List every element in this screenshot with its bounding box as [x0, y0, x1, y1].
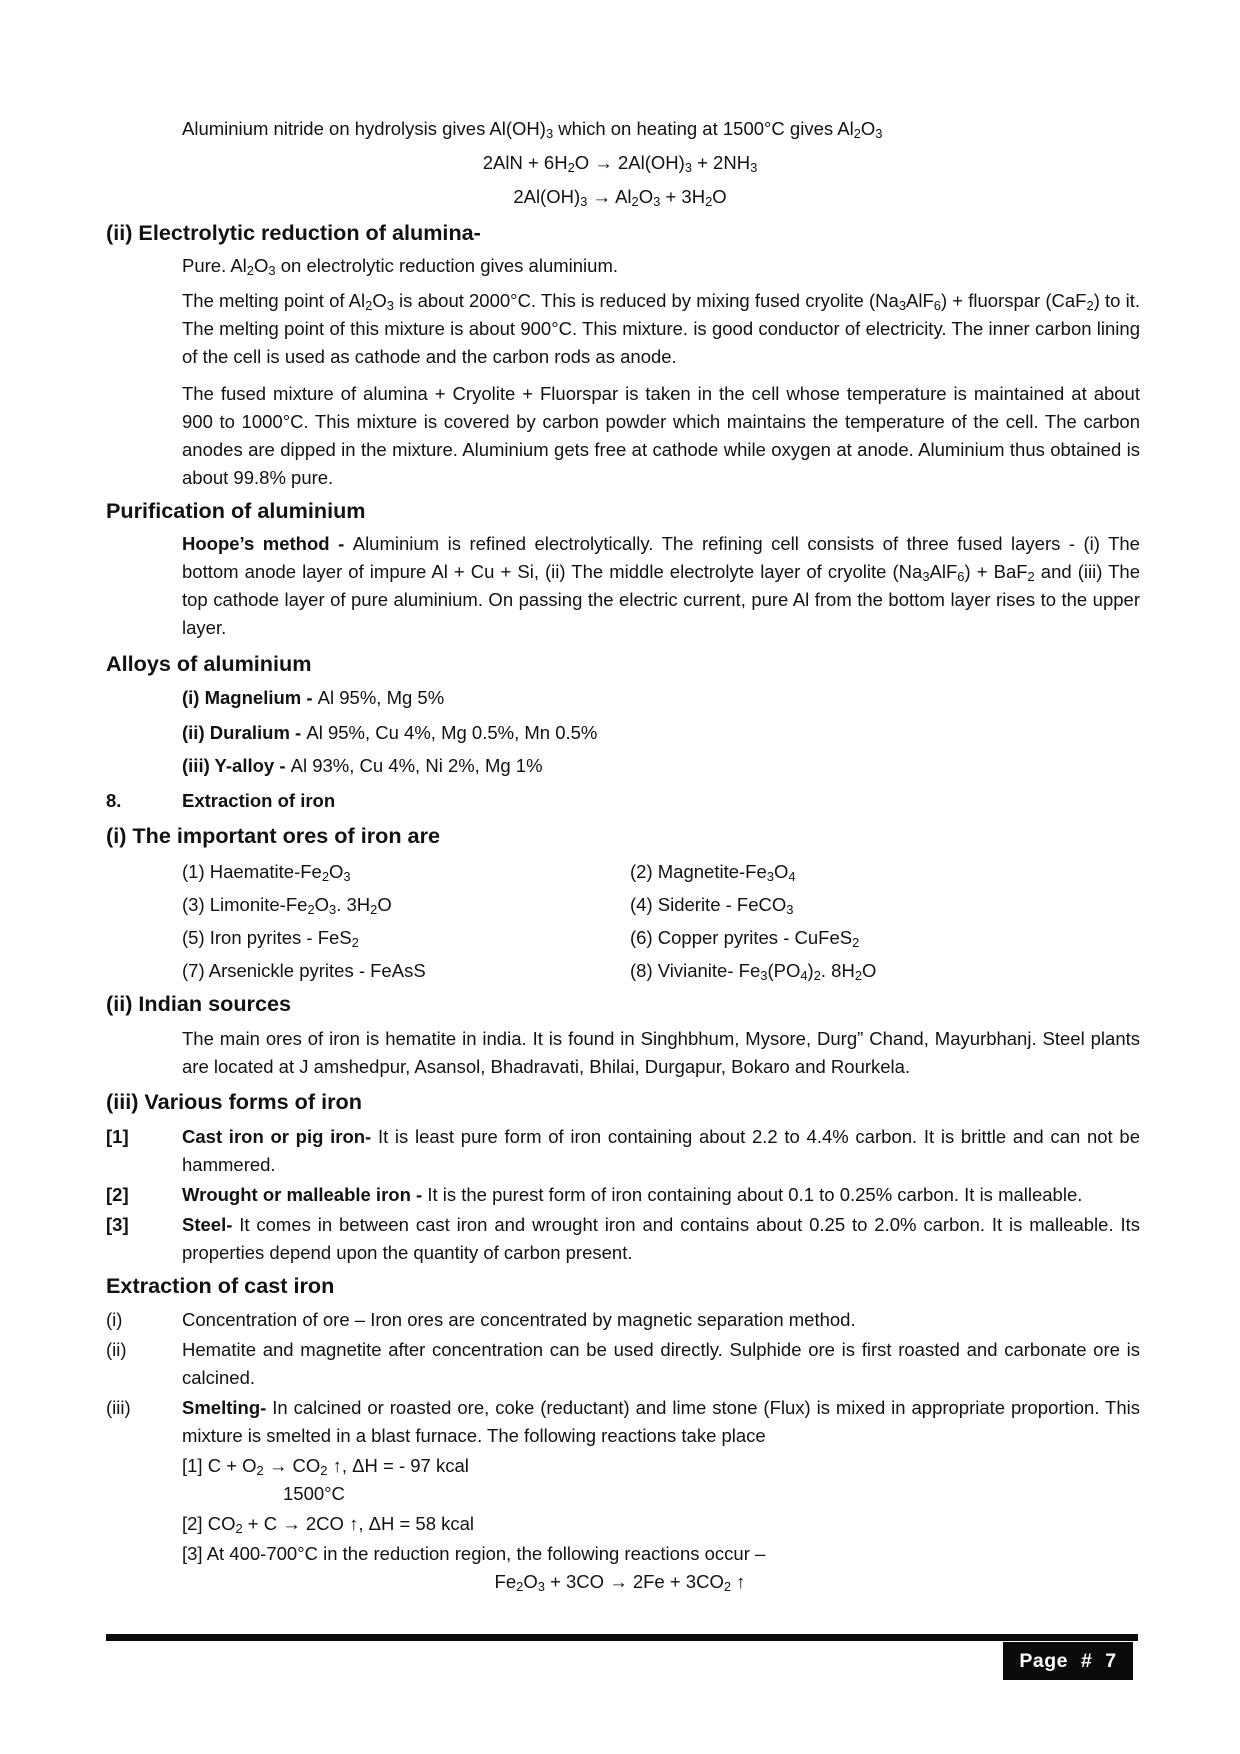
equation-iron-oxide-reduction: $Fe_2O_3 + 3CO \to 2Fe + 3CO_2$ ↑	[494, 1571, 746, 1595]
equation-aloh-heating: $2Al(OH)_3 \to Al_2O_3 + 3H_2O$	[513, 186, 727, 210]
step-text: Hematite and magnetite after concentration can be used directly. Sulphide ore is first roasted and carbonate ore is calcined.	[182, 1339, 1140, 1388]
reaction-region-note: [3] At 400-700°C in the reduction region, the following reactions occur –	[182, 1543, 766, 1564]
section-extraction-of-iron	[106, 787, 1140, 815]
heading-extraction-cast-iron: Extraction of cast iron	[106, 1273, 335, 1298]
alloy-text: Al 95%, Mg 5%	[317, 687, 445, 708]
ore-item: (5) Iron pyrites - FeS$_2$	[182, 927, 359, 951]
cast-iron-step-smelting	[106, 1394, 1141, 1450]
ore-row	[182, 921, 1140, 954]
heading-purification: Purification of aluminium	[106, 498, 366, 523]
form-item-cast-iron	[106, 1123, 1140, 1179]
ore-item: (7) Arsenickle pyrites - FeAsS	[182, 960, 426, 981]
ore-row	[182, 888, 1140, 921]
paragraph-indian-sources: The main ores of iron is hematite in india. It is found in Singhbhum, Mysore, Durg” Chand, Mayurbhanj. Steel plants are located at J amshedpur, Asansol, Bhadravati, Bhilai, Durgapur, Bokaro and Rourkela.	[182, 1028, 1140, 1077]
step-marker: (ii)	[106, 1339, 127, 1360]
alloy-text: Al 93%, Cu 4%, Ni 2%, Mg 1%	[290, 755, 543, 776]
item-lead: Wrought or malleable iron -	[182, 1184, 428, 1205]
alloy-item-y-alloy	[182, 752, 1140, 780]
paragraph-melting-point: The melting point of $Al_2O_3$ is about 2000°C. This is reduced by mixing fused cryolite $(Na_3AlF_6)$ + fluorspar (CaF$_2$) to it. The melting point of this mixture is about 900°C. This mixture. is good conductor of electricity. The inner carbon lining of the cell is used as cathode and the carbon rods as anode.	[182, 290, 1140, 367]
reaction-temperature-note: 1500°C	[283, 1483, 345, 1504]
step-text: In calcined or roasted ore, coke (reductant) and lime stone (Flux) is mixed in appropriate proportion. This mixture is smelted in a blast furnace. The following reactions take place	[182, 1397, 1141, 1446]
item-lead: Steel-	[182, 1214, 240, 1235]
paragraph-pure-alumina: Pure. $Al_2O_3$ on electrolytic reduction gives aluminium.	[182, 255, 618, 279]
step-marker: (iii)	[106, 1397, 131, 1418]
cast-iron-step-roasting	[106, 1336, 1140, 1392]
ore-item: (1) Haematite-$Fe_2O_3$	[182, 861, 351, 885]
ore-item: (6) Copper pyrites - CuFeS$_2$	[630, 927, 860, 951]
paragraph-hoopes-method	[182, 530, 1140, 642]
item-marker: [2]	[106, 1184, 129, 1205]
reaction-carbon-combustion: [1] $C + O_2 \to CO_2$ ↑, ΔH = - 97 kcal	[182, 1455, 469, 1479]
paragraph-fused-mixture: The fused mixture of alumina + Cryolite + Fluorspar is taken in the cell whose temperature is maintained at about 900 to 1000°C. This mixture is covered by carbon powder which maintains the temperature of the cell. The carbon anodes are dipped in the mixture. Aluminium gets free at cathode while oxygen at anode. Aluminium thus obtained is about 99.8% pure.	[182, 383, 1140, 488]
footer-rule	[106, 1634, 1138, 1641]
step-text: Concentration of ore – Iron ores are concentrated by magnetic separation method.	[182, 1309, 856, 1330]
heading-various-forms: (iii) Various forms of iron	[106, 1089, 362, 1114]
heading-important-ores: (i) The important ores of iron are	[106, 823, 441, 848]
form-item-wrought-iron	[106, 1181, 1140, 1209]
hoopes-method-text: Aluminium is refined electrolytically. The refining cell consists of three fused layers - (i) The bottom anode layer of impure Al + Cu + Si, (ii) The middle electrolyte layer of cryolite $(Na_3AlF_6) + BaF_2$ and (iii) The top cathode layer of pure aluminium. On passing the electric current, pure Al from the bottom layer rises to the upper layer.	[182, 533, 1140, 638]
heading-alloys: Alloys of aluminium	[106, 651, 312, 676]
item-lead: Cast iron or pig iron-	[182, 1126, 378, 1147]
ore-row	[182, 855, 1140, 888]
cast-iron-step-concentration	[106, 1306, 1140, 1334]
equation-aln-hydrolysis: $2AlN + 6H_2O \to 2Al(OH)_3 + 2NH_3$	[482, 152, 758, 176]
ore-item: (3) Limonite-$Fe_2O_3$. $3H_2O$	[182, 894, 392, 918]
reaction-co2-reduction: [2] $CO_2 + C \to 2CO$ ↑, ΔH = 58 kcal	[182, 1513, 475, 1537]
heading-indian-sources: (ii) Indian sources	[106, 991, 292, 1016]
alloy-lead: (ii) Duralium -	[182, 722, 307, 743]
item-text: It comes in between cast iron and wrought iron and contains about 0.25 to 2.0% carbon. It is malleable. Its properties depend upon the quantity of carbon present.	[182, 1214, 1140, 1263]
ore-item: (8) Vivianite- $Fe_3(PO_4)_2$. $8H_2O$	[630, 960, 877, 984]
alloy-text: Al 95%, Cu 4%, Mg 0.5%, Mn 0.5%	[306, 722, 598, 743]
ore-item: (2) Magnetite-$Fe_3O_4$	[630, 861, 796, 885]
ore-item: (4) Siderite - FeCO$_3$	[630, 894, 794, 918]
alloy-lead: (iii) Y-alloy -	[182, 755, 291, 776]
hoopes-method-lead: Hoope’s method -	[182, 533, 353, 554]
alloy-item-duralium	[182, 719, 1140, 747]
section-number: 8.	[106, 790, 122, 811]
item-marker: [3]	[106, 1214, 129, 1235]
step-marker: (i)	[106, 1309, 123, 1330]
section-title: Extraction of iron	[182, 790, 336, 811]
form-item-steel	[106, 1211, 1140, 1267]
item-text: It is least pure form of iron containing about 2.2 to 4.4% carbon. It is brittle and can not be hammered.	[182, 1126, 1140, 1175]
step-lead: Smelting-	[182, 1397, 273, 1418]
intro-paragraph: Aluminium nitride on hydrolysis gives $Al(OH)_3$ which on heating at 1500°C gives $Al_2O_3$	[182, 118, 883, 142]
page-number-badge	[1003, 1642, 1133, 1680]
ores-list	[182, 855, 1140, 987]
alloy-item-magnelium	[182, 684, 1140, 712]
alloy-lead: (i) Magnelium -	[182, 687, 318, 708]
ore-row	[182, 954, 1140, 987]
heading-electrolytic-reduction: (ii) Electrolytic reduction of alumina-	[106, 220, 481, 245]
item-text: It is the purest form of iron containing about 0.1 to 0.25% carbon. It is malleable.	[427, 1184, 1083, 1205]
page-number-label: Page # 7	[1019, 1650, 1117, 1672]
item-marker: [1]	[106, 1126, 129, 1147]
